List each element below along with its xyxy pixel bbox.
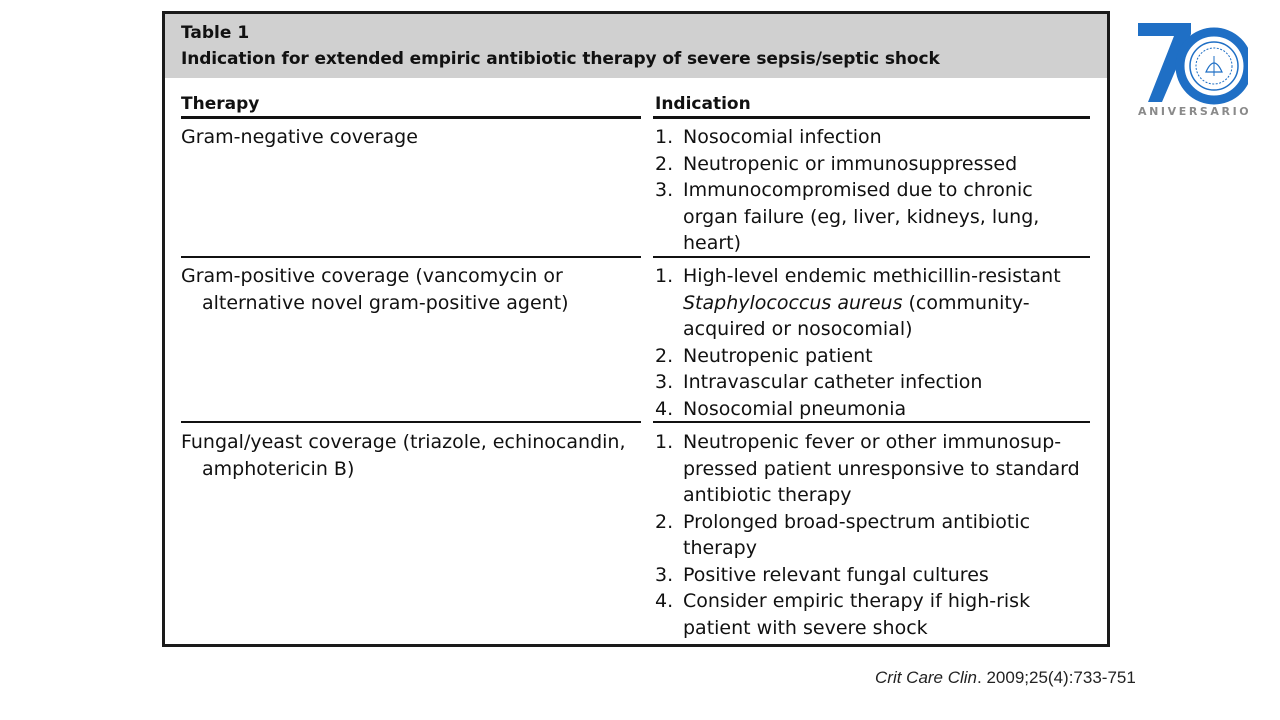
- citation: [875, 668, 1136, 688]
- indication-item: 1. Nosocomial infection: [655, 126, 882, 148]
- indication-item: 3. Positive relevant fungal cultures: [655, 563, 989, 586]
- indication-item: 2. Neutropenic or immunosuppressed: [655, 152, 1018, 175]
- row-divider: [653, 256, 1090, 258]
- indication-item: 2. Neutropenic patient: [655, 344, 873, 367]
- row-divider: [181, 256, 641, 258]
- indication-list: [655, 263, 1095, 422]
- indication-item: 2. Prolonged broad-spectrum antibiotic therapy: [655, 510, 1031, 559]
- table-frame: [162, 11, 1110, 647]
- indication-item: 1. High-level endemic methicillin-resistant Staphylococcus aureus (community-acquired or nosocomial): [655, 265, 1061, 340]
- column-header-indication: Indication: [655, 94, 751, 114]
- therapy-cell: Fungal/yeast coverage (triazole, echinocandin, amphotericin B): [181, 431, 626, 480]
- indication-item: 3. Immunocompromised due to chronic organ failure (eg, liver, kidneys, lung, heart): [655, 179, 1040, 254]
- table-caption-band: [165, 14, 1107, 78]
- indication-item: 4. Consider empiric therapy if high-risk patient with severe shock: [655, 590, 1031, 639]
- indication-item: 4. Nosocomial pneumonia: [655, 397, 907, 420]
- therapy-cell: Gram-negative coverage: [181, 126, 418, 148]
- logo-caption: ANIVERSARIO: [1138, 105, 1252, 118]
- table-number: Table 1: [181, 23, 250, 43]
- citation-journal: Crit Care Clin: [875, 668, 978, 687]
- row-divider: [653, 421, 1090, 423]
- table-title: Indication for extended empiric antibiotic therapy of severe sepsis/septic shock: [181, 49, 940, 69]
- indication-item: 1. Neutropenic fever or other immunosup-pressed patient unresponsive to standard antibiotic therapy: [655, 431, 1080, 506]
- row-divider: [181, 421, 641, 423]
- indication-list: [655, 124, 1095, 257]
- indication-item: 3. Intravascular catheter infection: [655, 371, 983, 393]
- header-rule: [653, 116, 1090, 119]
- citation-details: . 2009;25(4):733-751: [977, 668, 1136, 687]
- column-header-therapy: Therapy: [181, 94, 260, 114]
- indication-list: [655, 429, 1095, 641]
- header-rule: [181, 116, 641, 119]
- therapy-cell: Gram-positive coverage (vancomycin or alternative novel gram-positive agent): [181, 265, 569, 314]
